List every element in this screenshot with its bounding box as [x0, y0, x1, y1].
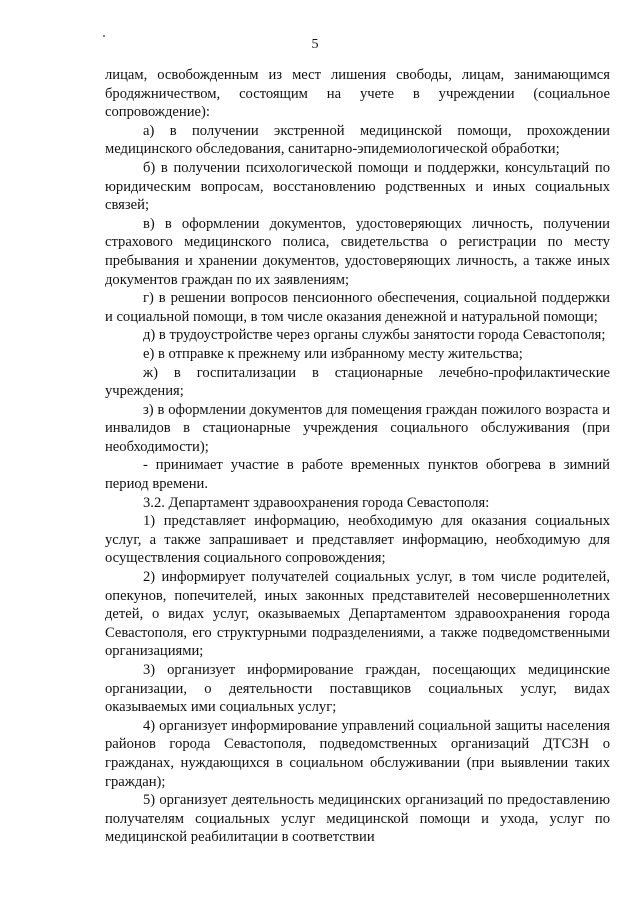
paragraph: - принимает участие в работе временных пунктов обогрева в зимний период времени.: [105, 457, 610, 493]
paragraph: 4) организует информирование управлений социальной защиты населения районов города Севастополя, подведомственных организаций ДТСЗН о гражданах, нуждающихся в социальном обслуживании (при выявлении таких граждан);: [105, 717, 610, 790]
paragraph: а) в получении экстренной медицинской помощи, прохождении медицинского обследования, санитарно-эпидемиологической обработки;: [105, 122, 610, 158]
paragraph: лицам, освобожденным из мест лишения свободы, лицам, занимающимся бродяжничеством, состоящим на учете в учреждении (социальное сопровождение):: [105, 67, 610, 121]
document-body: [105, 66, 610, 847]
paragraph: 5) организует деятельность медицинских организаций по предоставлению получателям социальных услуг медицинской помощи и ухода, услуг по медицинской реабилитации в соответствии: [105, 792, 610, 846]
paragraph: 1) представляет информацию, необходимую для оказания социальных услуг, а также запрашивает и представляет информацию, необходимую для осуществления социального сопровождения;: [105, 513, 610, 567]
page-number: 5: [311, 37, 319, 52]
paragraph: д) в трудоустройстве через органы службы занятости города Севастополя;: [143, 327, 606, 344]
paragraph: б) в получении психологической помощи и поддержки, консультаций по юридическим вопросам, восстановлению родственных и иных социальных связей;: [105, 159, 610, 214]
paragraph: 2) информирует получателей социальных услуг, в том числе родителей, опекунов, попечителей, иных законных представителей несовершеннолетних детей, о видах услуг, оказываемых Департаментом здравоохранения города Севастополя, его структурными подразделениями, а также подведомственными организациями;: [105, 569, 610, 660]
paragraph: е) в отправке к прежнему или избранному месту жительства;: [143, 345, 523, 362]
paragraph: 3.2. Департамент здравоохранения города Севастополя:: [143, 494, 490, 511]
paragraph: ж) в госпитализации в стационарные лечебно-профилактические учреждения;: [105, 364, 610, 400]
paragraph: г) в решении вопросов пенсионного обеспечения, социальной поддержки и социальной помощи, в том числе оказания денежной и натуральной помощи;: [105, 290, 610, 325]
paragraph: з) в оформлении документов для помещения граждан пожилого возраста и инвалидов в стационарные учреждения социального обслуживания (при необходимости);: [105, 401, 610, 455]
paragraph: 3) организует информирование граждан, посещающих медицинские организации, о деятельности поставщиков социальных услуг, видах оказываемых ими социальных услуг;: [105, 662, 610, 716]
paragraph: в) в оформлении документов, удостоверяющих личность, получении страхового медицинского полиса, свидетельства о регистрации по месту пребывания и хранении документов, удостоверяющих личность, а также иных документов граждан по их заявлениям;: [105, 215, 610, 288]
